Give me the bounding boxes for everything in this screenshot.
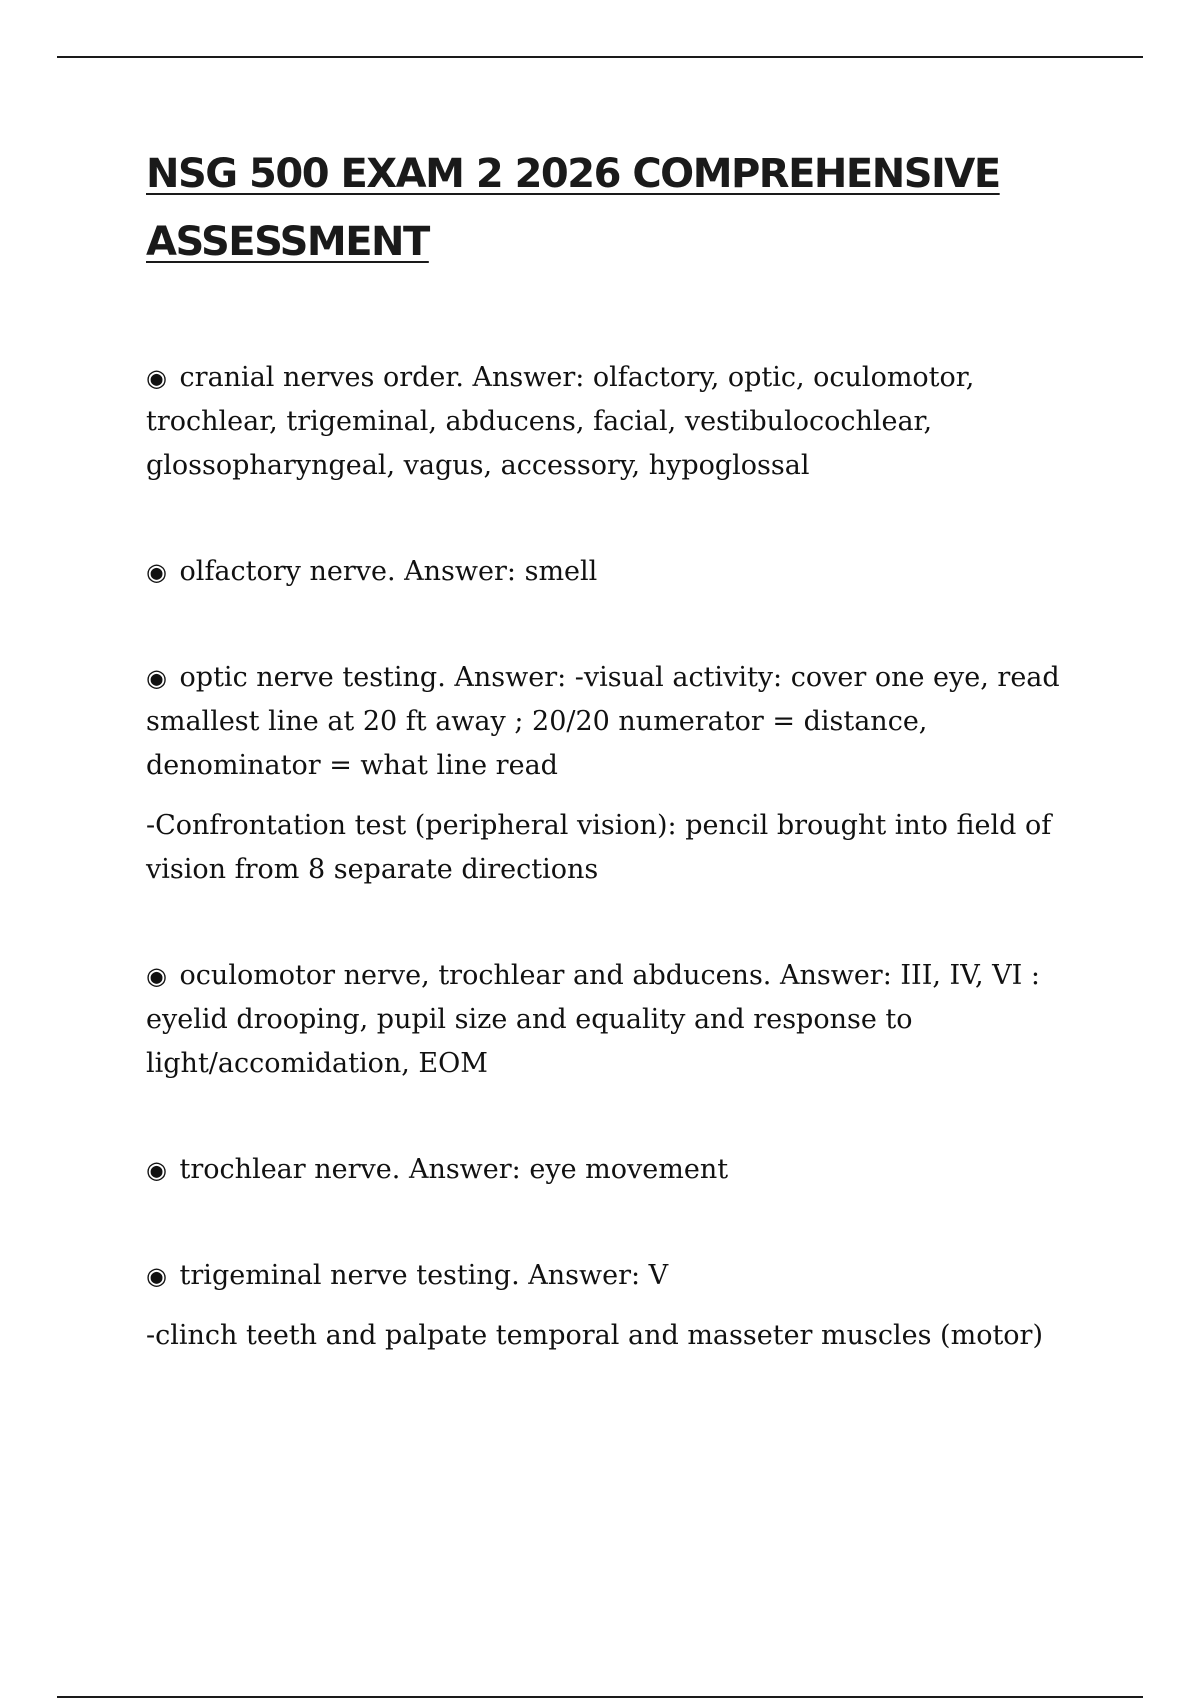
- radio-bullet-icon: ◉: [146, 1156, 167, 1184]
- top-rule: [57, 56, 1143, 58]
- qa-list: [146, 356, 1076, 1358]
- qa-question: [146, 656, 1076, 788]
- qa-text: cranial nerves order. Answer: olfactory, optic, oculomotor, trochlear, trigeminal, abducens, facial, vestibulocochlear, glossopharyngeal, vagus, accessory, hypoglossal: [146, 362, 975, 481]
- document-body: [146, 140, 1076, 1420]
- qa-question: [146, 550, 1076, 594]
- qa-question: [146, 954, 1076, 1086]
- qa-text: olfactory nerve. Answer: smell: [179, 556, 598, 587]
- qa-text: trochlear nerve. Answer: eye movement: [179, 1154, 729, 1185]
- qa-item: [146, 550, 1076, 594]
- qa-text: optic nerve testing. Answer: -visual activity: cover one eye, read smallest line at 20 ft away ; 20/20 numerator = distance, denominator = what line read: [146, 662, 1060, 781]
- qa-text: trigeminal nerve testing. Answer: V: [179, 1260, 669, 1291]
- radio-bullet-icon: ◉: [146, 664, 167, 692]
- qa-question: [146, 1254, 1076, 1298]
- radio-bullet-icon: ◉: [146, 962, 167, 990]
- qa-item: [146, 656, 1076, 892]
- document-title: NSG 500 EXAM 2 2026 COMPREHENSIVE ASSESSMENT: [146, 151, 1000, 265]
- qa-text: oculomotor nerve, trochlear and abducens. Answer: III, IV, VI : eyelid drooping, pupil size and equality and response to light/accomidation, EOM: [146, 960, 1041, 1079]
- qa-extra: -Confrontation test (peripheral vision): pencil brought into field of vision from 8 separate directions: [146, 810, 1052, 885]
- qa-item: [146, 356, 1076, 488]
- radio-bullet-icon: ◉: [146, 558, 167, 586]
- qa-question: [146, 356, 1076, 488]
- bottom-rule: [57, 1696, 1143, 1698]
- qa-item: [146, 1254, 1076, 1358]
- radio-bullet-icon: ◉: [146, 1262, 167, 1290]
- qa-extra: -clinch teeth and palpate temporal and masseter muscles (motor): [146, 1320, 1043, 1351]
- qa-item: [146, 1148, 1076, 1192]
- qa-question: [146, 1148, 1076, 1192]
- radio-bullet-icon: ◉: [146, 364, 167, 392]
- qa-item: [146, 954, 1076, 1086]
